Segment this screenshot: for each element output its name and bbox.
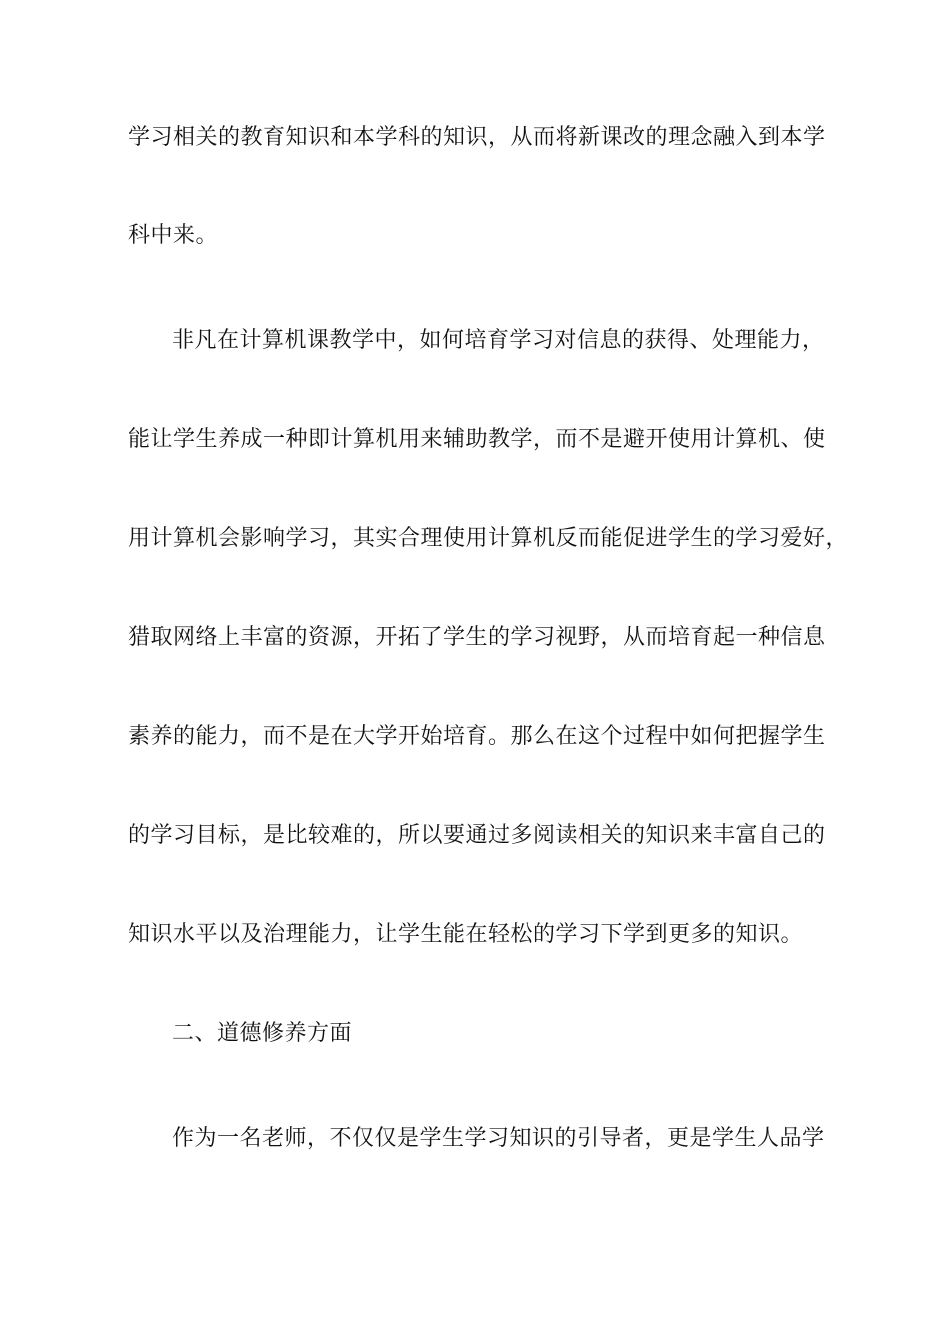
paragraph-line: 学习相关的教育知识和本学科的知识，从而将新课改的理念融入到本学 <box>128 125 826 150</box>
paragraph-line: 素养的能力，而不是在大学开始培育。那么在这个过程中如何把握学生 <box>128 724 826 749</box>
paragraph-line: 猎取网络上丰富的资源，开拓了学生的学习视野，从而培育起一种信息 <box>128 625 826 650</box>
section-heading: 二、道德修养方面 <box>172 1021 353 1046</box>
paragraph-line: 作为一名老师，不仅仅是学生学习知识的引导者，更是学生人品学 <box>172 1126 825 1151</box>
paragraph-line: 科中来。 <box>128 223 219 248</box>
paragraph-line: 知识水平以及治理能力，让学生能在轻松的学习下学到更多的知识。 <box>128 922 804 947</box>
paragraph-line: 非凡在计算机课教学中，如何培育学习对信息的获得、处理能力， <box>172 328 825 353</box>
paragraph-line: 用计算机会影响学习，其实合理使用计算机反而能促进学生的学习爱好， <box>128 526 849 551</box>
paragraph-line: 能让学生养成一种即计算机用来辅助教学，而不是避开使用计算机、使 <box>128 427 826 452</box>
paragraph-line: 的学习目标，是比较难的，所以要通过多阅读相关的知识来丰富自己的 <box>128 823 826 848</box>
